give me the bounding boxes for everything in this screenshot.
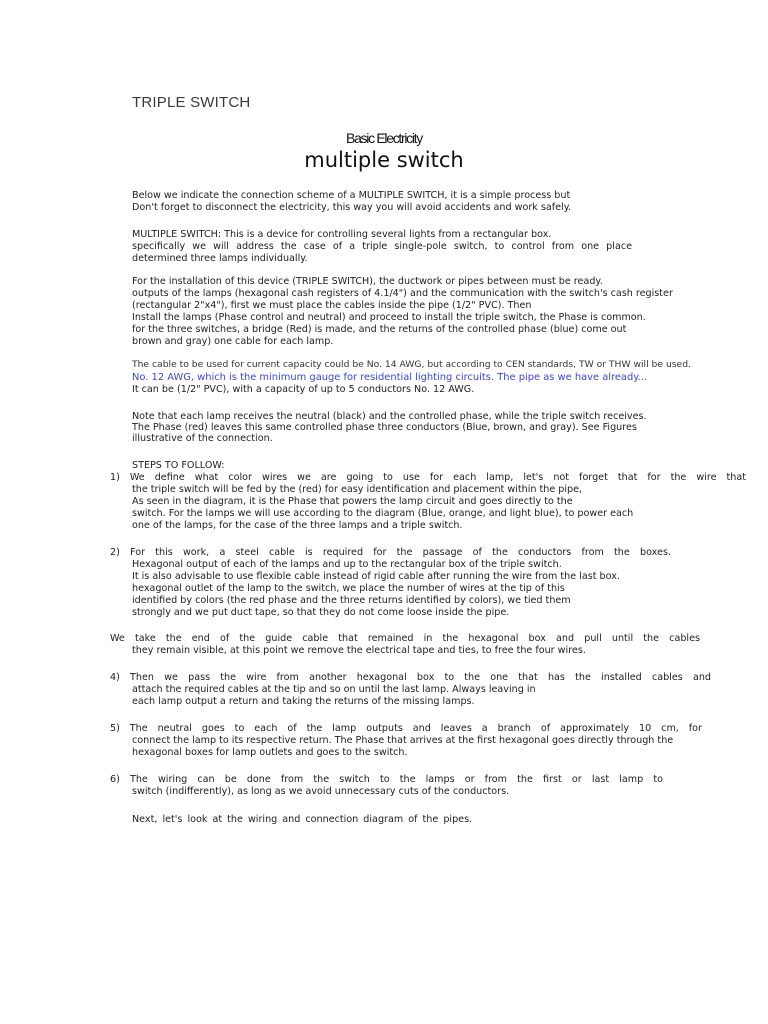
installation-line-1: For the installation of this device (TRIPLE SWITCH), the ductwork or pipes between must be ready. (132, 276, 603, 287)
step-1-line-4: switch. For the lamps we will use according to the diagram (Blue, orange, and light blue), to power each (132, 508, 634, 519)
step-1-line-3: As seen in the diagram, it is the Phase that powers the lamp circuit and goes directly to the (132, 496, 573, 507)
step-2-line-4: hexagonal outlet of the lamp to the switch, we place the number of wires at the tip of this (132, 583, 565, 594)
steps-heading: STEPS TO FOLLOW: (132, 460, 225, 471)
intro-line-2: Don't forget to disconnect the electricity, this way you will avoid accidents and work safely. (132, 202, 572, 213)
cable-line-2: No. 12 AWG, which is the minimum gauge for residential lighting circuits. The pipe as we have already... (132, 372, 648, 383)
step-2-line-1: 2) For this work, a steel cable is required for the passage of the conductors from the boxes. (110, 547, 671, 558)
step-3-line-2: they remain visible, at this point we remove the electrical tape and ties, to free the four wires. (132, 645, 586, 656)
step-2-line-3: It is also advisable to use flexible cable instead of rigid cable after running the wire from the last box. (132, 571, 620, 582)
step-5-line-2: connect the lamp to its respective return. The Phase that arrives at the first hexagonal goes directly through the (132, 735, 674, 746)
closing-line: Next, let's look at the wiring and connection diagram of the pipes. (132, 814, 473, 825)
definition-line-3: determined three lamps individually. (132, 253, 308, 264)
step-1-line-2: the triple switch will be fed by the (red) for easy identification and placement within the pipe, (132, 484, 583, 495)
installation-line-4: Install the lamps (Phase control and neutral) and proceed to install the triple switch, the Phase is common. (132, 312, 646, 323)
step-2-line-6: strongly and we put duct tape, so that they do not come loose inside the pipe. (132, 607, 510, 618)
step-4-line-2: attach the required cables at the tip and so on until the last lamp. Always leaving in (132, 684, 536, 695)
page-title: multiple switch (304, 148, 464, 172)
definition-line-1: MULTIPLE SWITCH: This is a device for controlling several lights from a rectangular box. (132, 229, 552, 240)
cable-line-3: It can be (1/2" PVC), with a capacity of up to 5 conductors No. 12 AWG. (132, 384, 475, 395)
document-header-title: TRIPLE SWITCH (132, 94, 251, 111)
note-line-3: illustrative of the connection. (132, 433, 273, 444)
step-5-line-1: 5) The neutral goes to each of the lamp outputs and leaves a branch of approximately 10 cm, for (110, 723, 702, 734)
intro-line-1: Below we indicate the connection scheme of a MULTIPLE SWITCH, it is a simple process but (132, 190, 571, 201)
step-5-line-3: hexagonal boxes for lamp outlets and goes to the switch. (132, 747, 408, 758)
note-line-2: The Phase (red) leaves this same controlled phase three conductors (Blue, brown, and gray). See Figures (132, 422, 637, 433)
installation-line-2: outputs of the lamps (hexagonal cash registers of 4.1/4") and the communication with the switch's cash register (132, 288, 673, 299)
step-3-line-1: We take the end of the guide cable that remained in the hexagonal box and pull until the cables (110, 633, 700, 644)
step-1-line-1: 1) We define what color wires we are going to use for each lamp, let's not forget that for the wire that (110, 472, 746, 483)
step-2-line-5: identified by colors (the red phase and the three returns identified by colors), we tied them (132, 595, 571, 606)
cable-line-1: The cable to be used for current capacity could be No. 14 AWG, but according to CEN standards, TW or THW will be used. (132, 359, 691, 370)
definition-line-2: specifically we will address the case of a triple single-pole switch, to control from one place (132, 241, 632, 252)
installation-line-3: (rectangular 2"x4"), first we must place the cables inside the pipe (1/2" PVC). Then (132, 300, 532, 311)
note-line-1: Note that each lamp receives the neutral (black) and the controlled phase, while the triple switch receives. (132, 411, 647, 422)
step-6-line-1: 6) The wiring can be done from the switch to the lamps or from the first or last lamp to (110, 774, 663, 785)
document-subject: Basic Electricity (346, 130, 422, 146)
installation-line-5: for the three switches, a bridge (Red) is made, and the returns of the controlled phase (blue) come out (132, 324, 627, 335)
installation-line-6: brown and gray) one cable for each lamp. (132, 336, 334, 347)
step-6-line-2: switch (indifferently), as long as we avoid unnecessary cuts of the conductors. (132, 786, 510, 797)
step-4-line-3: each lamp output a return and taking the returns of the missing lamps. (132, 696, 475, 707)
step-4-line-1: 4) Then we pass the wire from another hexagonal box to the one that has the installed cables and (110, 672, 711, 683)
step-1-line-5: one of the lamps, for the case of the three lamps and a triple switch. (132, 520, 463, 531)
step-2-line-2: Hexagonal output of each of the lamps and up to the rectangular box of the triple switch. (132, 559, 562, 570)
